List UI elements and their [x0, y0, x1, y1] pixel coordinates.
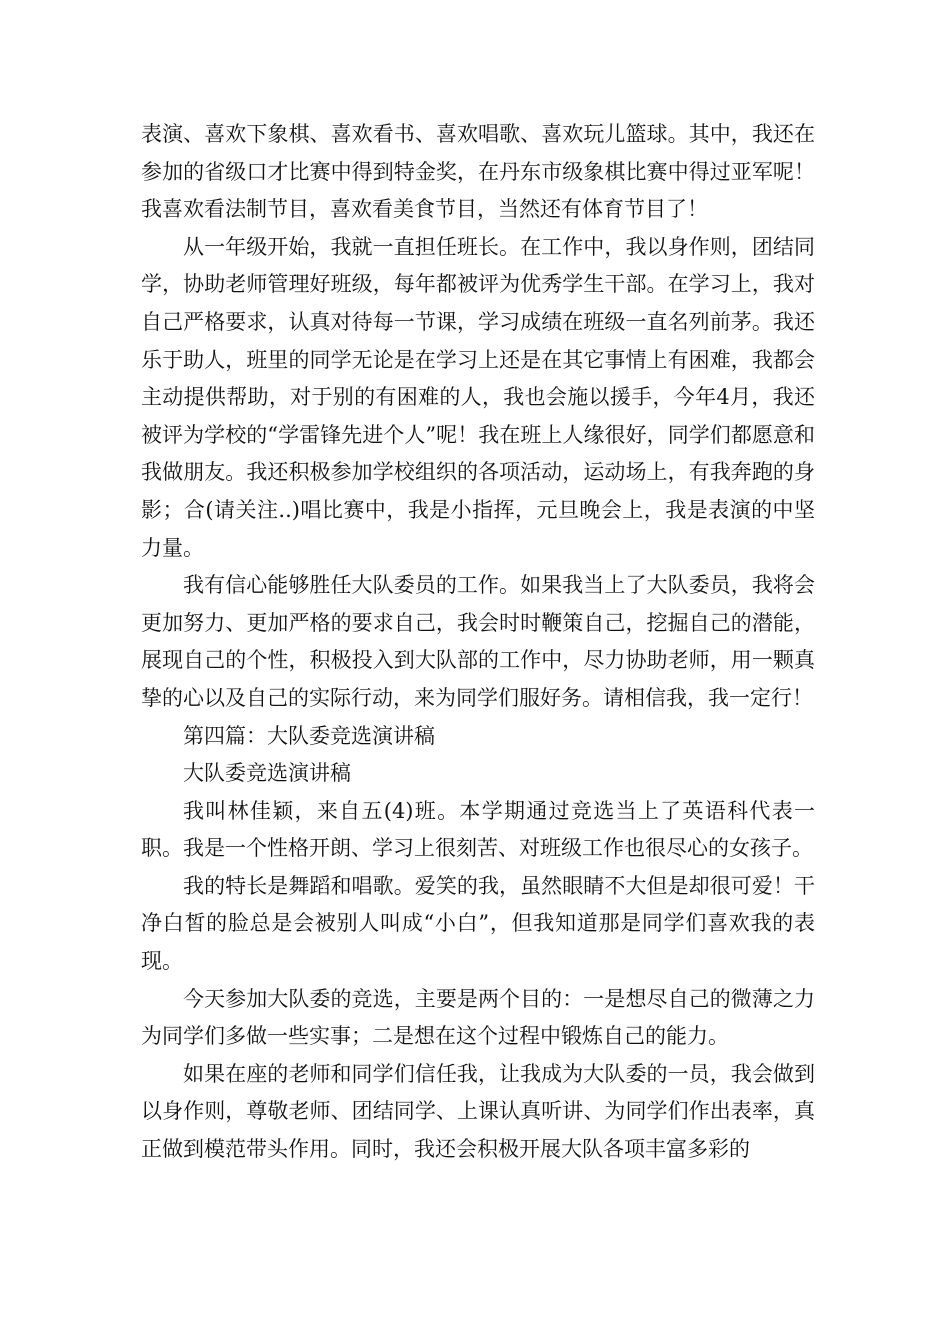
speech-title: 大队委竞选演讲稿 — [183, 761, 351, 786]
paragraph-introduction: 我叫林佳颖，来自五(4)班。本学期通过竞选当上了英语科代表一职。我是一个性格开朗、学习上很刻苦、对班级工作也很尽心的女孩子。 — [141, 798, 815, 861]
document-page — [141, 116, 815, 1169]
section-heading: 第四篇：大队委竞选演讲稿 — [183, 723, 435, 748]
paragraph-talents: 我的特长是舞蹈和唱歌。爱笑的我，虽然眼睛不大但是却很可爱！干净白皙的脸总是会被别人叫成“小白”，但我知道那是同学们喜欢我的表现。 — [141, 873, 815, 974]
paragraph-purpose: 今天参加大队委的竞选，主要是两个目的：一是想尽自己的微薄之力为同学们多做一些实事；二是想在这个过程中锻炼自己的能力。 — [141, 986, 815, 1049]
paragraph-confidence: 我有信心能够胜任大队委员的工作。如果我当上了大队委员，我将会更加努力、更加严格的要求自己，我会时时鞭策自己，挖掘自己的潜能，展现自己的个性，积极投入到大队部的工作中，尽力协助老师，用一颗真挚的心以及自己的实际行动，来为同学们服好务。请相信我，我一定行！ — [141, 573, 815, 710]
paragraph-hobbies: 表演、喜欢下象棋、喜欢看书、喜欢唱歌、喜欢玩儿篮球。其中，我还在参加的省级口才比赛中得到特金奖，在丹东市级象棋比赛中得过亚军呢！我喜欢看法制节目，喜欢看美食节目，当然还有体育节目了！ — [141, 122, 815, 222]
paragraph-promise: 如果在座的老师和同学们信任我，让我成为大队委的一员，我会做到以身作则，尊敬老师、团结同学、上课认真听讲、为同学们作出表率，真正做到模范带头作用。同时，我还会积极开展大队各项丰富多彩的 — [141, 1061, 815, 1162]
paragraph-class-monitor: 从一年级开始，我就一直担任班长。在工作中，我以身作则，团结同学，协助老师管理好班级，每年都被评为优秀学生干部。在学习上，我对自己严格要求，认真对待每一节课，学习成绩在班级一直名列前茅。我还乐于助人，班里的同学无论是在学习上还是在其它事情上有困难，我都会主动提供帮助，对于别的有困难的人，我也会施以援手，今年4月，我还被评为学校的“学雷锋先进个人”呢！我在班上人缘很好，同学们都愿意和我做朋友。我还积极参加学校组织的各项活动，运动场上，有我奔跑的身影；合(请关注..)唱比赛中，我是小指挥，元旦晚会上，我是表演的中坚力量。 — [141, 234, 815, 560]
